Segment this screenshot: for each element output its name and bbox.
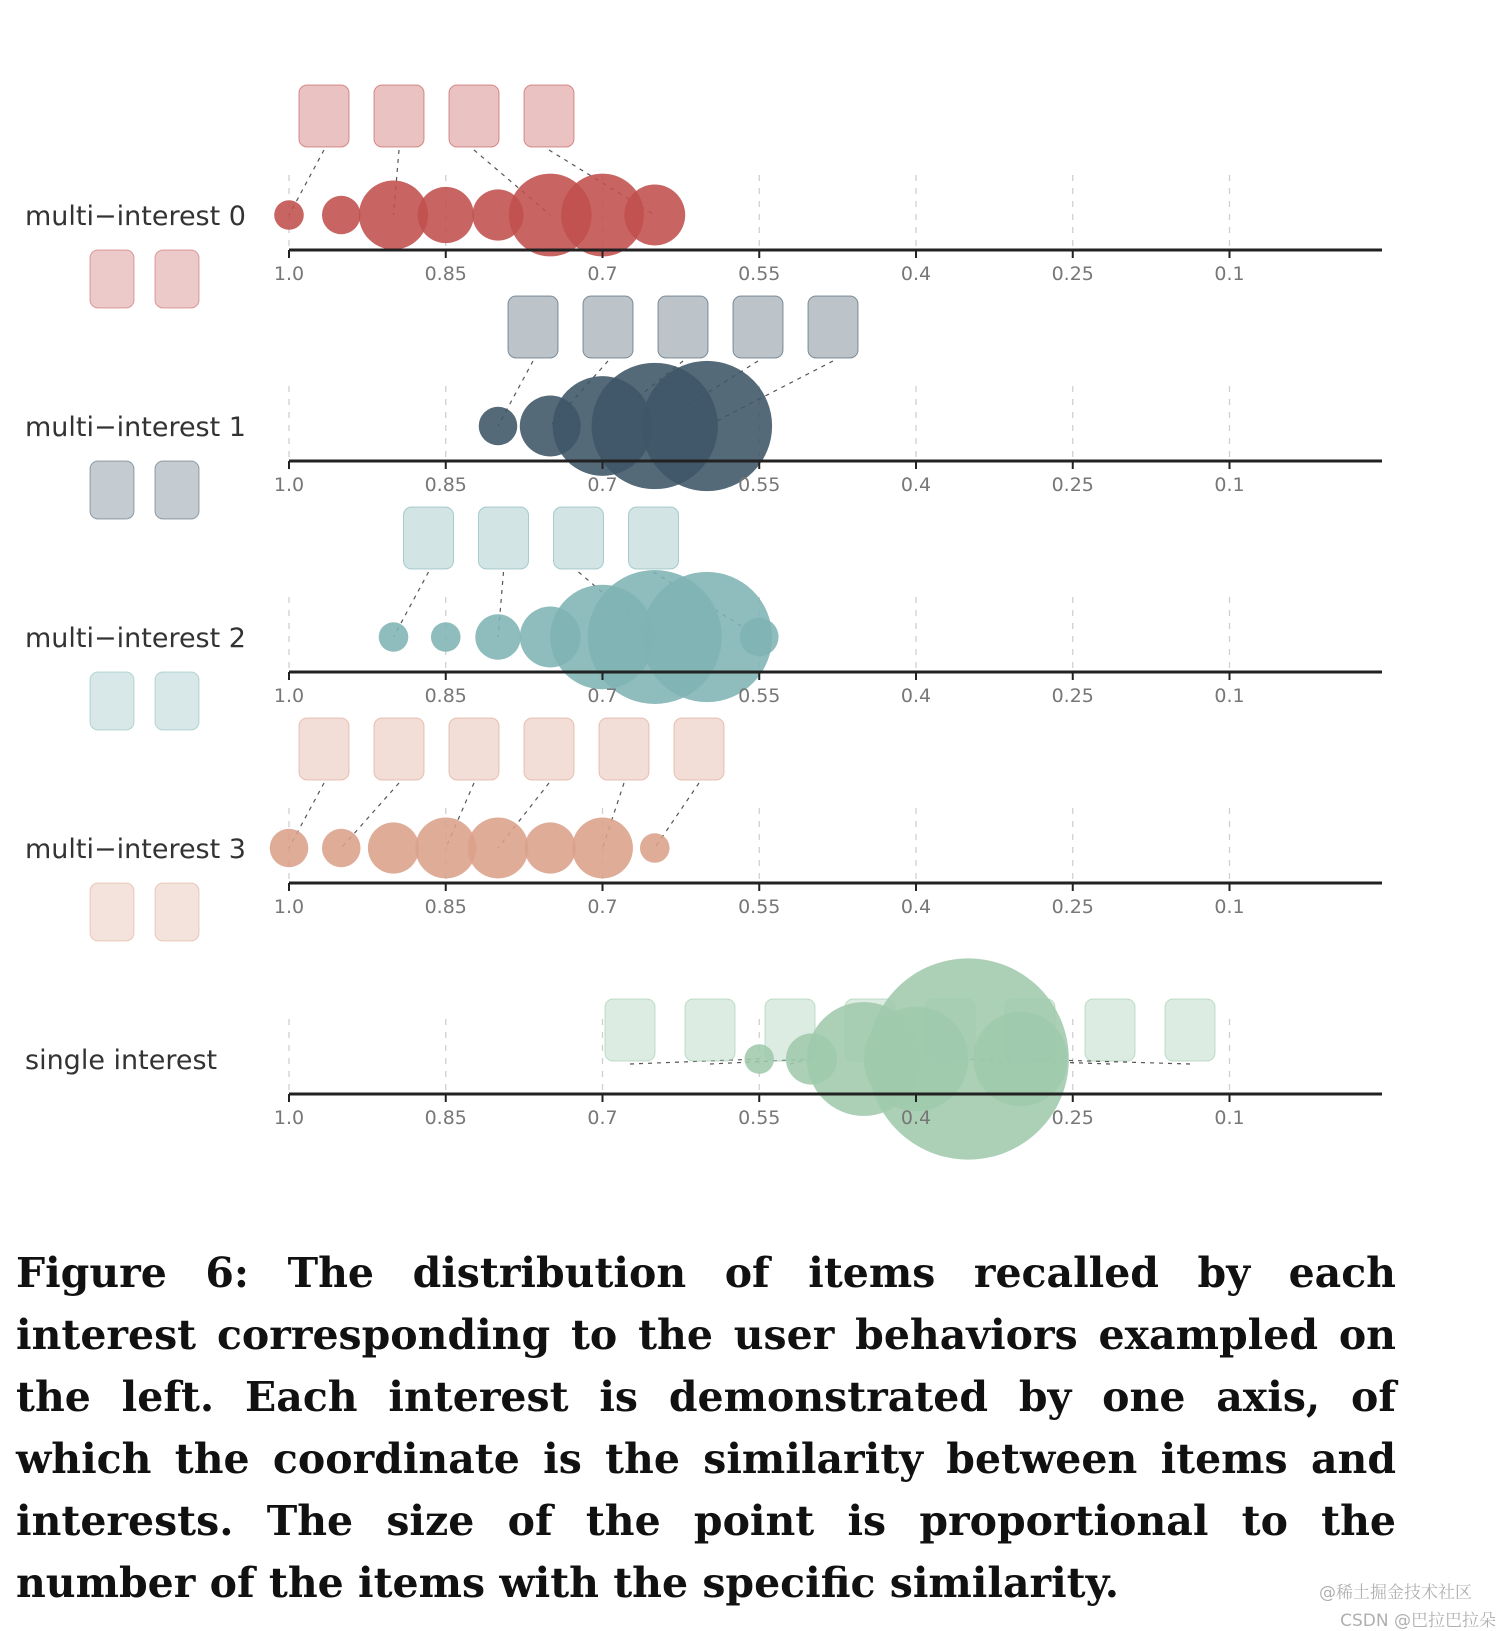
data-point bbox=[640, 833, 670, 863]
row-label: multi−interest 3 bbox=[25, 834, 246, 865]
row-label: multi−interest 1 bbox=[25, 412, 246, 443]
cherry-icon-shape bbox=[808, 296, 858, 358]
nut-icon-shape bbox=[733, 296, 783, 358]
watermark-csdn: CSDN @巴拉巴拉朵 bbox=[1340, 1611, 1496, 1631]
data-point bbox=[270, 829, 309, 868]
earphones-icon bbox=[155, 250, 199, 308]
jacket-icon bbox=[524, 718, 574, 780]
cherry-icon bbox=[808, 296, 858, 358]
data-point bbox=[479, 407, 518, 446]
jacket-icon-shape bbox=[524, 718, 574, 780]
tick-label: 0.55 bbox=[738, 263, 781, 285]
handbag-icon-shape bbox=[554, 507, 604, 569]
tick-label: 0.1 bbox=[1214, 685, 1245, 707]
data-point bbox=[379, 622, 409, 652]
tick-label: 0.25 bbox=[1051, 263, 1094, 285]
coat-icon bbox=[299, 718, 349, 780]
backpack-icon-shape bbox=[685, 999, 735, 1061]
row-label: multi−interest 2 bbox=[25, 623, 246, 654]
coat-icon bbox=[90, 883, 134, 941]
data-point bbox=[642, 361, 772, 491]
snack-pack-icon bbox=[658, 296, 708, 358]
noodle-bowl-icon-shape bbox=[583, 296, 633, 358]
tick-label: 0.25 bbox=[1051, 685, 1094, 707]
coat-icon bbox=[605, 999, 655, 1061]
tick-label: 1.0 bbox=[273, 685, 305, 707]
tick-label: 0.85 bbox=[424, 685, 467, 707]
data-point bbox=[468, 818, 529, 879]
data-point bbox=[431, 622, 461, 652]
tick-label: 0.85 bbox=[424, 474, 467, 496]
coat-icon bbox=[374, 718, 424, 780]
handbag-icon bbox=[479, 507, 529, 569]
data-point bbox=[322, 829, 361, 868]
tick-label: 0.7 bbox=[587, 263, 618, 285]
phone-icon-shape bbox=[1165, 999, 1215, 1061]
headphones-icon bbox=[90, 250, 134, 308]
tick-label: 0.7 bbox=[587, 1107, 618, 1129]
earphones-icon-shape bbox=[155, 250, 199, 308]
tick-label: 0.55 bbox=[738, 896, 781, 918]
jacket-icon bbox=[449, 718, 499, 780]
data-point bbox=[475, 614, 520, 659]
handbag-icon bbox=[90, 672, 134, 730]
headphones-icon-shape bbox=[299, 85, 349, 147]
figure-caption: Figure 6: The distribution of items recalled by each interest corresponding to the user behaviors exampled on the left. Each interest is demonstrated by one axis, of which the coordinate is the similarity between items and interests. The size of the point is proportional to the number of the items with the specific similarity. bbox=[16, 1249, 1396, 1607]
jacket-icon-shape bbox=[449, 718, 499, 780]
tick-label: 0.85 bbox=[424, 1107, 467, 1129]
tick-label: 0.4 bbox=[900, 474, 932, 496]
gift-box-icon bbox=[508, 296, 558, 358]
speaker-icon-shape bbox=[524, 85, 574, 147]
tick-label: 0.1 bbox=[1214, 896, 1245, 918]
data-point bbox=[740, 618, 779, 657]
denim-jacket-icon bbox=[599, 718, 649, 780]
meat-icon-shape bbox=[155, 461, 199, 519]
earbuds-icon-shape bbox=[449, 85, 499, 147]
headphones-icon-shape bbox=[374, 85, 424, 147]
tick-label: 0.4 bbox=[900, 685, 932, 707]
gift-box-icon-shape bbox=[508, 296, 558, 358]
trousers-icon-shape bbox=[674, 718, 724, 780]
headphones-icon bbox=[374, 85, 424, 147]
interest-row-4 bbox=[25, 958, 1382, 1159]
tick-label: 0.1 bbox=[1214, 263, 1245, 285]
data-point bbox=[624, 185, 685, 246]
tick-label: 1.0 bbox=[273, 263, 305, 285]
tick-label: 0.7 bbox=[587, 474, 618, 496]
phone-icon bbox=[1165, 999, 1215, 1061]
headphones-icon bbox=[299, 85, 349, 147]
tote-bag-icon-shape bbox=[404, 507, 454, 569]
earbuds-icon bbox=[449, 85, 499, 147]
coat-icon-shape bbox=[90, 883, 134, 941]
row-label: single interest bbox=[25, 1045, 218, 1076]
meat-icon bbox=[155, 461, 199, 519]
shoulder-bag-icon bbox=[155, 672, 199, 730]
headphones-icon-shape bbox=[90, 250, 134, 308]
denim-jacket-icon-shape bbox=[599, 718, 649, 780]
snack-icon bbox=[90, 461, 134, 519]
wallet-icon-shape bbox=[629, 507, 679, 569]
tick-label: 0.85 bbox=[424, 896, 467, 918]
tote-bag-icon bbox=[404, 507, 454, 569]
handbag-icon-shape bbox=[90, 672, 134, 730]
tick-label: 0.4 bbox=[900, 263, 932, 285]
tick-label: 1.0 bbox=[273, 1107, 305, 1129]
handbag-icon-shape bbox=[479, 507, 529, 569]
tick-label: 0.25 bbox=[1051, 896, 1094, 918]
coat-icon-shape bbox=[374, 718, 424, 780]
tick-label: 1.0 bbox=[273, 896, 305, 918]
tick-label: 1.0 bbox=[273, 474, 305, 496]
data-point bbox=[322, 196, 361, 235]
coat-icon-shape bbox=[155, 883, 199, 941]
tick-label: 0.55 bbox=[738, 1107, 781, 1129]
interest-row-3 bbox=[25, 718, 1382, 941]
handbag-icon bbox=[554, 507, 604, 569]
snack-icon-shape bbox=[90, 461, 134, 519]
boot-icon-shape bbox=[1085, 999, 1135, 1061]
tick-label: 0.4 bbox=[900, 896, 932, 918]
tick-label: 0.1 bbox=[1214, 474, 1245, 496]
interest-row-2 bbox=[25, 507, 1382, 730]
speaker-icon bbox=[524, 85, 574, 147]
tick-label: 0.55 bbox=[738, 685, 781, 707]
data-point bbox=[274, 200, 304, 230]
data-point bbox=[525, 822, 576, 873]
tick-label: 0.1 bbox=[1214, 1107, 1245, 1129]
tick-label: 0.25 bbox=[1051, 1107, 1094, 1129]
data-point bbox=[744, 1044, 774, 1074]
coat-icon-shape bbox=[605, 999, 655, 1061]
data-point bbox=[418, 187, 474, 243]
interest-row-1 bbox=[25, 296, 1382, 519]
tick-label: 0.25 bbox=[1051, 474, 1094, 496]
shoulder-bag-icon-shape bbox=[155, 672, 199, 730]
tick-label: 0.7 bbox=[587, 685, 618, 707]
coat-icon-shape bbox=[299, 718, 349, 780]
row-label: multi−interest 0 bbox=[25, 201, 246, 232]
noodle-bowl-icon bbox=[583, 296, 633, 358]
trousers-icon bbox=[674, 718, 724, 780]
snack-pack-icon-shape bbox=[658, 296, 708, 358]
tick-label: 0.7 bbox=[587, 896, 618, 918]
nut-icon bbox=[733, 296, 783, 358]
watermark-juejin: @稀土掘金技术社区 bbox=[1319, 1583, 1472, 1603]
data-point bbox=[572, 818, 633, 879]
tick-label: 0.4 bbox=[900, 1107, 932, 1129]
boot-icon bbox=[1085, 999, 1135, 1061]
tick-label: 0.85 bbox=[424, 263, 467, 285]
coat-icon bbox=[155, 883, 199, 941]
data-point bbox=[973, 1012, 1067, 1106]
wallet-icon bbox=[629, 507, 679, 569]
data-point bbox=[368, 822, 419, 873]
interest-row-0 bbox=[25, 85, 1382, 308]
data-point bbox=[415, 818, 476, 879]
tick-label: 0.55 bbox=[738, 474, 781, 496]
backpack-icon bbox=[685, 999, 735, 1061]
